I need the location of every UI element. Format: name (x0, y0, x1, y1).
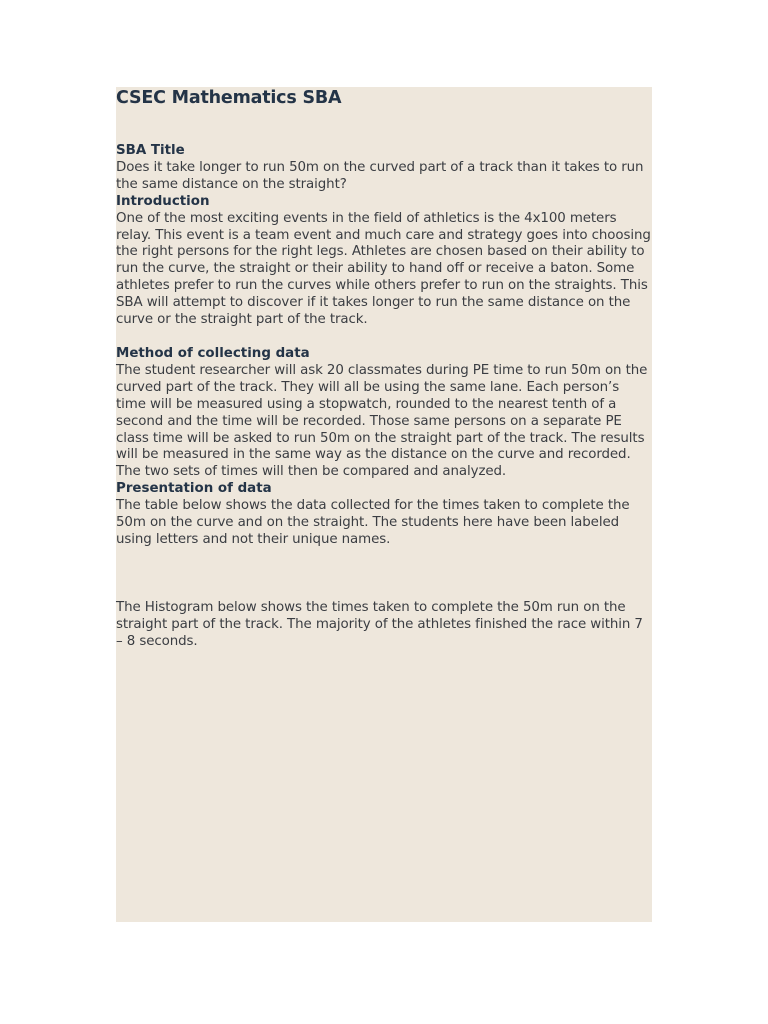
sba-title-heading: SBA Title (116, 143, 185, 158)
document-title: CSEC Mathematics SBA (116, 88, 342, 108)
introduction-heading: Introduction (116, 193, 210, 209)
presentation-text: The table below shows the data collected for the times taken to complete the 50m on the curve and on the straight. The students here have been labeled using letters and not their unique names. (116, 498, 630, 547)
section-sba-title (116, 143, 652, 194)
presentation-heading: Presentation of data (116, 481, 272, 497)
spacer (116, 329, 652, 346)
section-method (116, 346, 652, 481)
section-presentation (116, 481, 652, 650)
document-page (116, 87, 652, 922)
section-introduction (116, 194, 652, 329)
introduction-text: One of the most exciting events in the field of athletics is the 4x100 meters relay. This event is a team event and much care and strategy goes into choosing the right persons for the right legs. Athletes are chosen based on their ability to run the curve, the straight or their ability to hand off or receive a baton. Some athletes prefer to run the curves while others prefer to run on the straights. This SBA will attempt to discover if it takes longer to run the same distance on the curve or the straight part of the track. (116, 210, 651, 328)
method-text: The student researcher will ask 20 classmates during PE time to run 50m on the curved part of the track. They will all be using the same lane. Each person’s time will be measured using a stopwatch, rounded to the nearest tenth of a second and the time will be recorded. Those same persons on a separate PE class time will be asked to run 50m on the straight part of the track. The results will be measured in the same way as the distance on the curve and recorded. The two sets of times will then be compared and analyzed. (116, 362, 648, 480)
table-placeholder-space (116, 549, 652, 600)
histogram-description: The Histogram below shows the times taken to complete the 50m run on the straight part of the track. The majority of the athletes finished the race within 7 – 8 seconds. (116, 599, 643, 649)
method-heading: Method of collecting data (116, 345, 310, 361)
document-content (116, 143, 652, 651)
sba-title-text: Does it take longer to run 50m on the curved part of a track than it takes to run the same distance on the straight? (116, 159, 644, 192)
